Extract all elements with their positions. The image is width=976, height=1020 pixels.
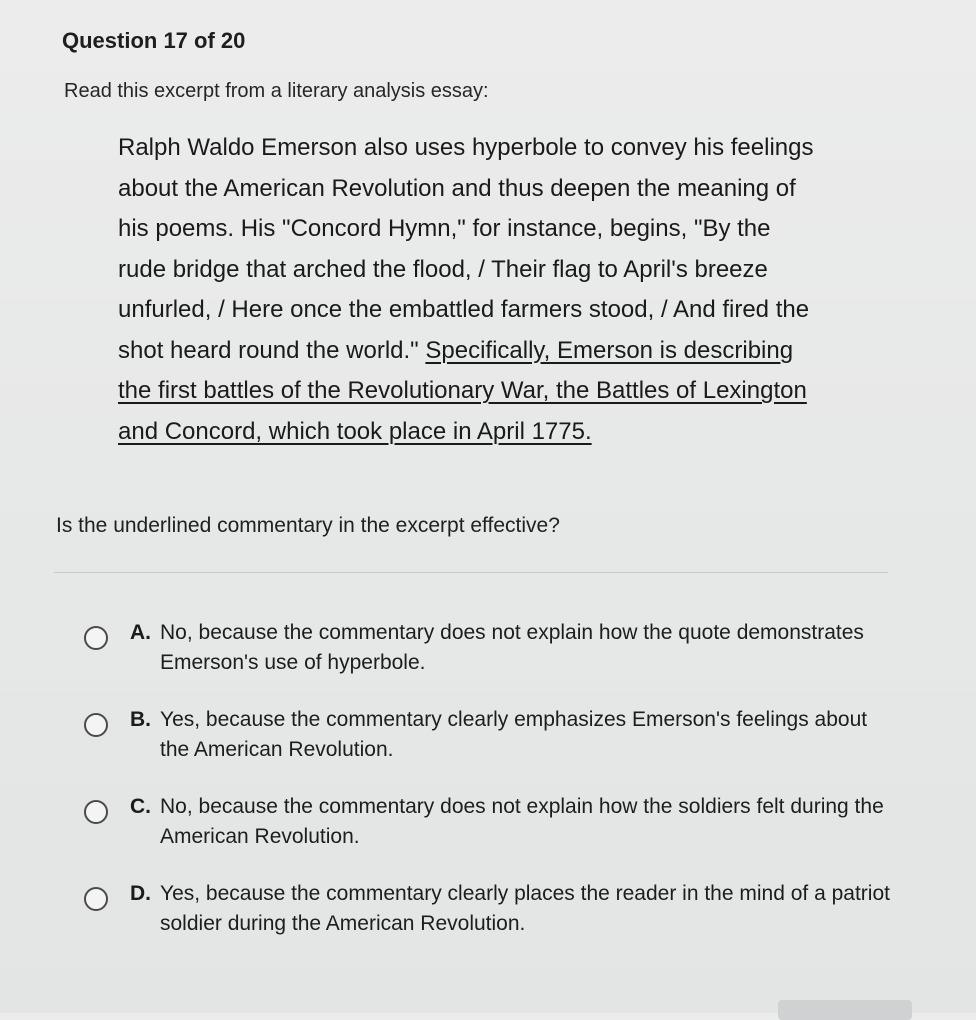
option-text: Yes, because the commentary clearly emphasizes Emerson's feelings about the American Revolution. (160, 708, 868, 761)
option-text: Yes, because the commentary clearly places the reader in the mind of a patriot soldier during the American Revolution. (160, 882, 890, 935)
option-text: No, because the commentary does not explain how the soldiers felt during the American Revolution. (160, 795, 884, 848)
answer-option-a[interactable] (84, 618, 924, 682)
question-counter: Question 17 of 20 (62, 28, 246, 53)
option-letter: A. (130, 621, 151, 644)
underlined-commentary: Specifically, Emerson is describing the first battles of the Revolutionary War, the Battles of Lexington and Concord, which took place in April 1775. (118, 336, 807, 445)
radio-button-icon[interactable] (84, 887, 108, 911)
option-letter: B. (130, 708, 151, 731)
essay-excerpt (118, 128, 818, 452)
option-text: No, because the commentary does not explain how the quote demonstrates Emerson's use of hyperbole. (160, 621, 864, 674)
divider (54, 572, 888, 573)
question-text: Is the underlined commentary in the excerpt effective? (56, 514, 560, 537)
question-prompt: Read this excerpt from a literary analysis essay: (64, 80, 489, 102)
answer-option-b[interactable] (84, 705, 924, 769)
radio-button-icon[interactable] (84, 626, 108, 650)
option-letter: D. (130, 882, 151, 905)
answer-option-c[interactable] (84, 792, 924, 856)
submit-button[interactable] (778, 1000, 912, 1020)
radio-button-icon[interactable] (84, 713, 108, 737)
excerpt-text: Ralph Waldo Emerson also uses hyperbole to convey his feelings about the American Revolution and thus deepen the meaning of his poems. His "Concord Hymn," for instance, begins, "By the rude bridge that arched the flood, / Their flag to April's breeze unfurled, / Here once the embattled farmers stood, / And fired the shot heard round the world." (118, 134, 814, 364)
option-letter: C. (130, 795, 151, 818)
answer-option-d[interactable] (84, 879, 924, 943)
radio-button-icon[interactable] (84, 800, 108, 824)
